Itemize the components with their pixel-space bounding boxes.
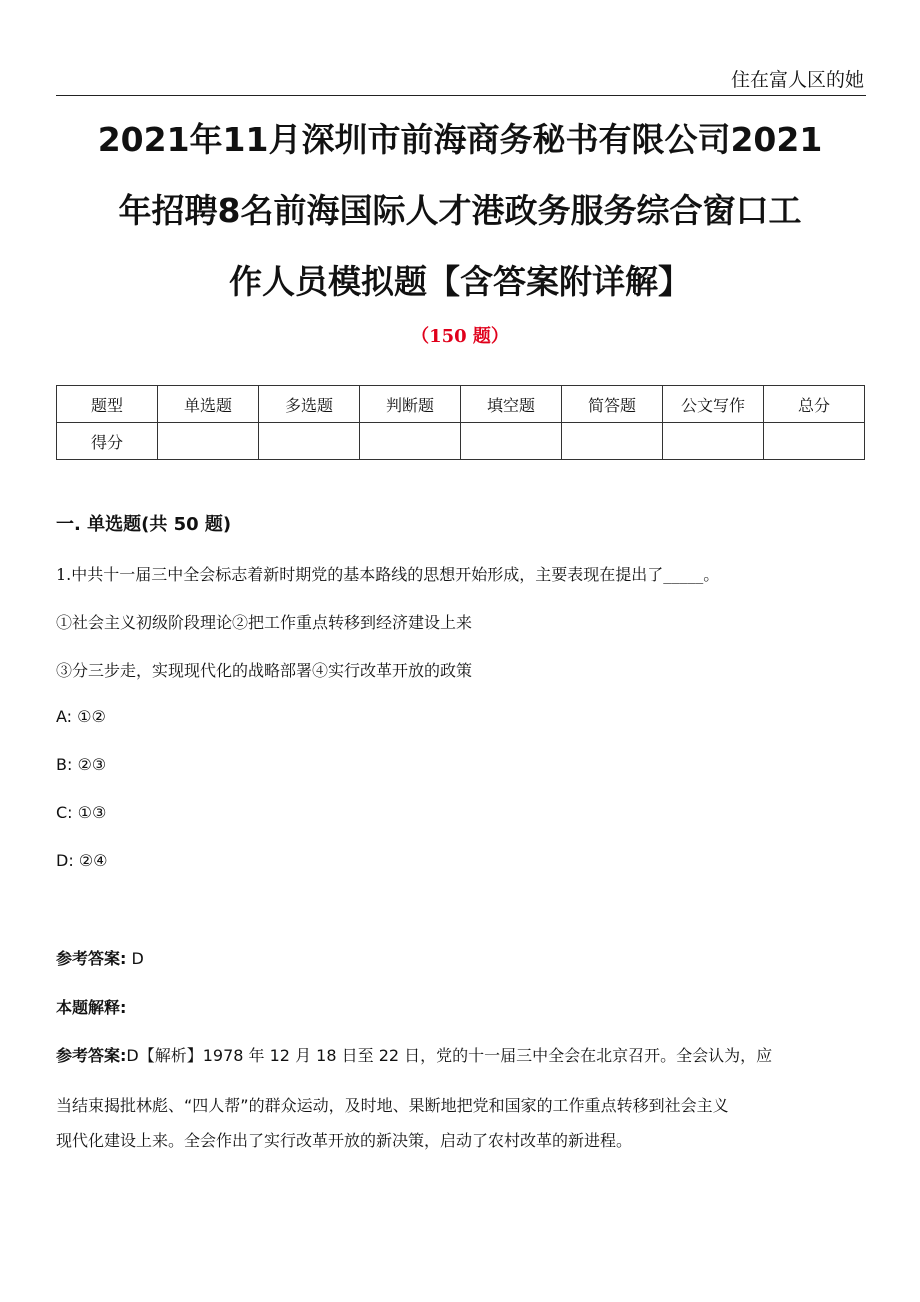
score-table-header: 判断题	[360, 386, 461, 423]
explanation-line-3: 现代化建设上来。全会作出了实行改革开放的新决策，启动了农村改革的新进程。	[56, 1131, 633, 1150]
reference-answer-value: D	[126, 949, 144, 968]
explanation-answer-tag: D【解析】	[126, 1046, 203, 1065]
title-line-1: 2021年11月深圳市前海商务秘书有限公司2021	[97, 120, 823, 159]
option-a: A: ①②	[56, 707, 106, 726]
explanation-answer-label: 参考答案:	[56, 1046, 127, 1065]
score-table-header: 总分	[764, 386, 865, 423]
score-table-header: 单选题	[158, 386, 259, 423]
question-count: （150 题）	[411, 326, 509, 347]
score-cell	[259, 423, 360, 460]
score-cell	[562, 423, 663, 460]
option-b: B: ②③	[56, 755, 107, 774]
section-heading: 一. 单选题(共 50 题)	[56, 514, 232, 535]
score-table-header-row	[57, 386, 865, 423]
explanation-label: 本题解释:	[56, 998, 127, 1017]
option-c: C: ①③	[56, 803, 107, 822]
header-divider	[56, 95, 866, 96]
document-title	[44, 104, 876, 317]
score-table-header: 题型	[57, 386, 158, 423]
question-item-1: ①社会主义初级阶段理论②把工作重点转移到经济建设上来	[56, 613, 473, 632]
score-table-score-row	[57, 423, 865, 460]
score-cell	[360, 423, 461, 460]
score-table-header: 公文写作	[663, 386, 764, 423]
score-cell	[764, 423, 865, 460]
score-table	[56, 385, 865, 460]
page-header-text: 住在富人区的她	[730, 69, 864, 91]
question-stem: 1.中共十一届三中全会标志着新时期党的基本路线的思想开始形成，主要表现在提出了_____。	[56, 565, 720, 584]
score-table-header: 多选题	[259, 386, 360, 423]
explanation-line-2: 当结束揭批林彪、“四人帮”的群众运动，及时地、果断地把党和国家的工作重点转移到社会主义	[56, 1096, 729, 1115]
score-table-header: 简答题	[562, 386, 663, 423]
explanation-text-1: 1978 年 12 月 18 日至 22 日，党的十一届三中全会在北京召开。全会认为，应	[202, 1046, 773, 1065]
score-cell	[461, 423, 562, 460]
option-d: D: ②④	[56, 851, 108, 870]
score-table-header: 填空题	[461, 386, 562, 423]
score-cell	[158, 423, 259, 460]
score-cell	[663, 423, 764, 460]
reference-answer-label: 参考答案:	[56, 949, 127, 968]
score-row-label: 得分	[57, 423, 158, 460]
title-line-3: 作人员模拟题【含答案附详解】	[229, 262, 691, 301]
title-line-2: 年招聘8名前海国际人才港政务服务综合窗口工	[118, 191, 802, 230]
question-item-2: ③分三步走，实现现代化的战略部署④实行改革开放的政策	[56, 661, 473, 680]
explanation-line-1	[56, 1043, 866, 1066]
reference-answer	[56, 946, 144, 969]
